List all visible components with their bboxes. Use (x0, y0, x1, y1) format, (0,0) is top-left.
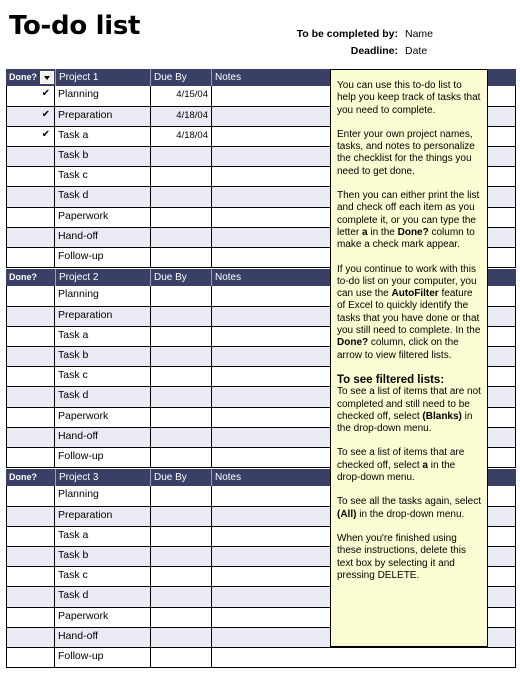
due-date-cell[interactable] (153, 648, 208, 667)
done-cell[interactable] (6, 286, 54, 306)
done-cell[interactable] (6, 367, 54, 386)
task-cell[interactable]: Preparation (58, 309, 113, 322)
header-divider (55, 269, 56, 286)
done-cell[interactable] (6, 347, 54, 366)
project-name-header[interactable]: Project 2 (59, 272, 99, 283)
due-date-cell[interactable] (153, 567, 208, 586)
due-date-cell[interactable] (153, 608, 208, 627)
grid-line (211, 286, 212, 467)
instructions-p6: To see a list of items that are checked off, select a in the drop-down menu. (337, 447, 465, 484)
due-date-cell[interactable] (153, 187, 208, 206)
grid-line (150, 286, 151, 467)
grid-line (54, 286, 55, 467)
instructions-heading: To see filtered lists: (337, 373, 445, 386)
done-cell[interactable] (6, 448, 54, 467)
done-cell[interactable] (6, 428, 54, 447)
notes-header: Notes (215, 472, 242, 483)
done-cell[interactable] (6, 86, 54, 106)
done-cell[interactable] (6, 187, 54, 206)
done-cell[interactable] (6, 307, 54, 326)
done-cell[interactable] (6, 507, 54, 526)
task-cell[interactable]: Hand-off (58, 629, 99, 642)
instructions-textbox[interactable] (330, 69, 488, 647)
task-cell[interactable]: Follow-up (58, 649, 104, 662)
task-cell[interactable]: Paperwork (58, 209, 109, 222)
done-cell[interactable] (6, 127, 54, 146)
due-date-cell[interactable] (153, 347, 208, 366)
done-cell[interactable] (6, 527, 54, 546)
done-cell[interactable] (6, 248, 54, 267)
task-cell[interactable]: Follow-up (58, 449, 104, 462)
due-by-header: Due By (154, 472, 187, 483)
due-date-cell[interactable] (153, 387, 208, 406)
done-column-header: Done? (9, 472, 37, 482)
task-cell[interactable]: Task a (58, 329, 89, 342)
header-divider (211, 469, 212, 486)
project-name-header[interactable]: Project 1 (59, 72, 99, 83)
grid-line (54, 86, 55, 267)
grid-line (515, 486, 516, 667)
notes-header: Notes (215, 272, 242, 283)
task-cell[interactable]: Task c (58, 569, 88, 582)
due-date-cell[interactable] (153, 547, 208, 566)
due-by-header: Due By (154, 72, 187, 83)
due-date-cell[interactable] (153, 327, 208, 346)
page-title: To-do list (9, 11, 141, 41)
task-cell[interactable]: Follow-up (58, 249, 104, 262)
instructions-p4: If you continue to work with this to-do list on your computer, you can use the AutoFilter feature of Excel to quickly identify the tasks that you have done or that you still need to complete. In the Done? column, click on the arrow to view filtered lists. (337, 263, 481, 361)
header-divider (150, 69, 151, 86)
done-cell[interactable] (6, 147, 54, 166)
done-cell[interactable] (6, 107, 54, 126)
completed-by-row (0, 28, 520, 42)
due-date-cell[interactable] (153, 307, 208, 326)
done-cell[interactable] (6, 648, 54, 667)
notes-header: Notes (215, 72, 242, 83)
header-divider (211, 269, 212, 286)
task-cell[interactable]: Task b (58, 149, 89, 162)
task-cell[interactable]: Task d (58, 389, 89, 402)
grid-line (150, 486, 151, 667)
task-cell[interactable]: Planning (58, 488, 99, 500)
instructions-p5: To see a list of items that are not completed and still need to be checked off, select (Blanks) in the drop-down menu. (337, 386, 481, 435)
instructions-p1: You can use this to-do list to help you keep track of tasks that you need to complete. (337, 80, 481, 116)
done-cell[interactable] (6, 587, 54, 606)
header-divider (150, 469, 151, 486)
grid-line (6, 486, 7, 667)
task-cell[interactable]: Planning (58, 88, 99, 100)
task-cell[interactable]: Hand-off (58, 429, 99, 442)
deadline-value[interactable]: Date (405, 45, 428, 57)
due-date-cell[interactable] (153, 527, 208, 546)
task-cell[interactable]: Task b (58, 549, 89, 562)
grid-line (211, 86, 212, 267)
header-divider (55, 69, 56, 86)
done-cell[interactable] (6, 567, 54, 586)
done-cell[interactable] (6, 547, 54, 566)
instructions-p7: To see all the tasks again, select (All) in the drop-down menu. (337, 496, 481, 520)
task-cell[interactable]: Paperwork (58, 409, 109, 422)
due-date-cell[interactable]: 4/15/04 (176, 89, 208, 100)
task-cell[interactable]: Preparation (58, 109, 113, 122)
grid-line (6, 86, 7, 267)
grid-line (6, 286, 7, 467)
done-cell[interactable] (6, 628, 54, 647)
task-cell[interactable]: Paperwork (58, 609, 109, 622)
deadline-row (0, 45, 520, 59)
due-date-cell[interactable]: 4/18/04 (176, 110, 208, 122)
task-cell[interactable]: Task d (58, 189, 89, 202)
completed-by-label: To be completed by: (296, 28, 398, 40)
table-row (6, 647, 516, 667)
due-date-cell[interactable]: 4/18/04 (176, 130, 208, 142)
task-cell[interactable]: Preparation (58, 509, 113, 522)
due-date-cell[interactable] (153, 167, 208, 186)
grid-line (150, 86, 151, 267)
task-cell[interactable]: Task d (58, 589, 89, 602)
header-divider (150, 269, 151, 286)
grid-line (515, 86, 516, 267)
done-cell[interactable] (6, 408, 54, 427)
task-cell[interactable]: Task b (58, 349, 89, 362)
task-cell[interactable]: Hand-off (58, 229, 99, 242)
done-cell[interactable] (6, 387, 54, 406)
project-name-header[interactable]: Project 3 (59, 472, 99, 483)
task-cell[interactable]: Task c (58, 369, 88, 382)
grid-line (211, 486, 212, 667)
grid-line (515, 286, 516, 467)
task-cell[interactable]: Planning (58, 288, 99, 300)
due-date-cell[interactable] (153, 147, 208, 166)
due-date-cell[interactable] (153, 367, 208, 386)
done-cell[interactable] (6, 208, 54, 227)
grid-line (54, 486, 55, 667)
done-cell[interactable] (6, 608, 54, 627)
instructions-p2: Enter your own project names, tasks, and notes to personalize the checklist for the things you need to get done. (337, 128, 475, 177)
due-date-cell[interactable] (153, 208, 208, 227)
autofilter-dropdown-button[interactable] (40, 71, 54, 84)
done-cell[interactable] (6, 167, 54, 186)
done-cell[interactable] (6, 228, 54, 247)
header-divider (55, 469, 56, 486)
check-mark-icon: ✔ (41, 129, 50, 141)
done-cell[interactable] (6, 327, 54, 346)
due-date-cell[interactable] (153, 286, 208, 306)
task-cell[interactable]: Task c (58, 169, 88, 182)
task-cell[interactable]: Task a (58, 129, 89, 142)
deadline-label: Deadline: (350, 45, 398, 57)
check-mark-icon: ✔ (41, 109, 50, 121)
check-mark-icon: ✔ (41, 88, 50, 99)
done-column-header: Done? (9, 272, 37, 282)
due-date-cell[interactable] (153, 248, 208, 267)
due-date-cell[interactable] (153, 448, 208, 467)
done-cell[interactable] (6, 486, 54, 506)
done-column-header: Done? (9, 72, 37, 82)
header-divider (211, 69, 212, 86)
due-date-cell[interactable] (153, 628, 208, 647)
due-date-cell[interactable] (153, 408, 208, 427)
completed-by-value[interactable]: Name (405, 28, 434, 40)
due-date-cell[interactable] (153, 228, 208, 247)
due-date-cell[interactable] (153, 587, 208, 606)
due-date-cell[interactable] (153, 428, 208, 447)
instructions-p8: When you're finished using these instructions, delete this text box by selecting it and pressing DELETE. (337, 532, 466, 581)
due-date-cell[interactable] (153, 486, 208, 506)
due-date-cell[interactable] (153, 507, 208, 526)
due-by-header: Due By (154, 272, 187, 283)
instructions-p3: Then you can either print the list and check off each item as you complete it, or you can type the letter a in the Done? column to make a check mark appear. (337, 190, 480, 251)
task-cell[interactable]: Task a (58, 529, 89, 542)
